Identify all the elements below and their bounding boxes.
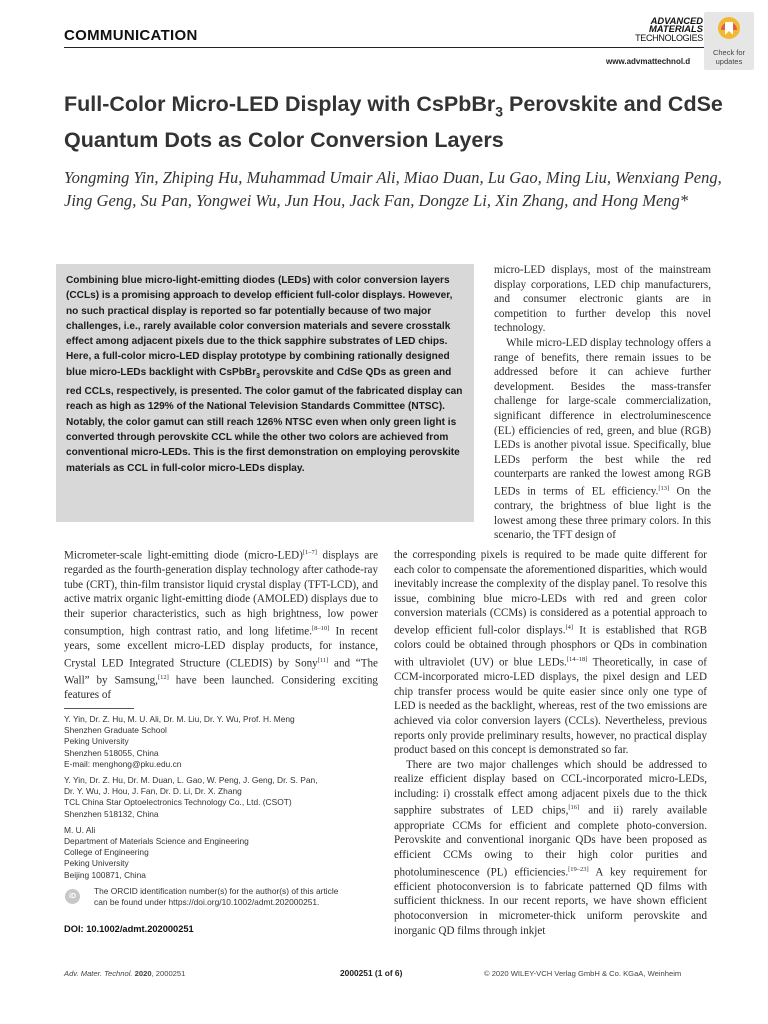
abstract-text: Combining blue micro-light-emitting diodes (LEDs) with color conversion layers (CCLs) is a promising approach to develop efficient full-color displays. However, no such practical display is reported so far potentially because of two major challenges, i.e., rarely available color conversion materials and severe crosstalk effect among adjacent pixels due to the thick sapphire substrates of LED chips. Here, a full-color micro-LED display prototype by combining rationally designed blue micro-LEDs backlight with CsPbBr$_3$ perovskite and CdSe QDs as green and red CCLs, respectively, is presented. The color gamut of the fabricated display can reach as high as 129% of the National Television Standards Committee (NTSC). Notably, the color gamut can still reach 126% NTSC even when only green light is converted through perovskite CCL while the other two colors are achieved from conventional micro-LEDs. This is the first demonstration on employing perovskite materials as CCL in full-color micro-LEDs display. [66,275,463,474]
footer-citation: Adv. Mater. Technol. 2020, 2000251 [64,969,186,978]
journal-logo-line3: TECHNOLOGIES [635,32,703,43]
body-text-right [394,548,707,938]
orcid-icon: iD [65,889,80,904]
author-list: Yongming Yin, Zhiping Hu, Muhammad Umair Ali, Miao Duan, Lu Gao, Ming Liu, Wenxiang Peng, Jing Geng, Su Pan, Yongwei Wu, Jun Hou, Jack Fan, Dongze Li, Xin Zhang, and Hong Meng* [64,168,722,210]
affiliation-block: M. U. Ali Department of Materials Science and Engineering College of Engineering Peking University Beijing 100871, China [64,824,249,880]
citation-link[interactable]: [19–23] [568,865,589,873]
journal-logo-line2: MATERIALS [649,23,703,35]
journal-url[interactable]: www.advmattechnol.d [606,57,691,66]
paragraph: While micro-LED display technology offers a range of benefits, there remain issues to be addressed before it can achieve further development. Besides the mass-transfer challenge for large-scale commercialization, significant difference in electroluminescence (EL) efficiencies of red, green, and blue (RGB) LEDs is another pivotal issue. Specifically, blue LEDs perform the best while the red counterparts are ranked the lowest among RGB LEDs in terms of EL efficiency.[13] On the contrary, the brightness of blue light is the lowest among these three primary colors. In this scenario, the TFT design of [494,336,711,542]
affiliations [64,714,384,908]
badge-label-line1: Check for [712,48,746,57]
badge-label-line2: updates [715,57,743,66]
email-link[interactable]: E-mail: menghong@pku.edu.cn [64,758,182,769]
orcid-note: iD The ORCID identification number(s) for the author(s) of this article can be found under https://doi.org/10.1002/admt.202000251. [64,886,384,908]
body-text-right-top [494,263,711,543]
citation-link[interactable]: [1–7] [302,549,317,556]
orcid-link[interactable]: can be found under https://doi.org/10.1002/admt.202000251. [94,897,320,908]
citation-link[interactable]: [14–18] [566,655,588,663]
citation-link[interactable]: [11] [317,656,329,664]
copyright: © 2020 WILEY-VCH Verlag GmbH & Co. KGaA, Weinheim [484,969,682,978]
affiliation-block: Y. Yin, Dr. Z. Hu, Dr. M. Duan, L. Gao, W. Peng, J. Geng, Dr. S. Pan, Dr. Y. Wu, J. Hou, J. Fan, Dr. D. Li, Dr. X. Zhang TCL China Star Optoelectronics Technology Co., Ltd. (CSOT) Shenzhen 518132, China [64,775,318,819]
citation-link[interactable]: [13] [658,484,670,492]
journal-logo-line1: ADVANCED [650,15,703,26]
paragraph: Micrometer-scale light-emitting diode (micro-LED)[1–7] displays are regarded as the fourth-generation display technology after cathode-ray tube (CRT), thin-film transistor liquid crystal display (TFT-LCD), and active matrix organic light-emitting diode (AMOLED) displays due to their superior characteristics, such as high brightness, low power consumption, high contrast ratio, and long lifetime.[8–10] In recent years, some excellent micro-LED display products, for instance, Crystal LED Integrated Structure (CLEDIS) by Sony[11] and “The Wall” by Samsung,[12] have been launched. Considering exciting features of [64,549,378,702]
citation-link[interactable]: [16] [568,804,580,812]
affiliation-block: Y. Yin, Dr. Z. Hu, M. U. Ali, Dr. M. Liu, Dr. Y. Wu, Prof. H. Meng Shenzhen Graduate School Peking University Shenzhen 518055, China E-mail: menghong@pku.edu.cn [64,714,384,770]
citation-link[interactable]: [12] [157,673,169,681]
abstract-box [56,264,474,522]
journal-logo [631,17,703,42]
check-for-updates-badge[interactable] [704,12,754,70]
paragraph: the corresponding pixels is required to be made quite different for each color to compensate the aforementioned disparities, which would inevitably increase the complexity of the display panel. To resolve this issue, combining blue micro-LEDs with red and green color conversion materials (CCMs) is considered as a potential approach to develop efficient full-color displays.[4] It is established that RGB colors could be obtained through phosphors or QDs in combination with ultraviolet (UV) or blue LEDs.[14–18] Theoretically, in case of CCM-incorporated micro-LED displays, the pixel design and LED chip transfer process would be quite easier since only one type of LED is needed as the backlight, whereas, rest of the two emissions are achieved via color conversion layers (CCLs). Nevertheless, previous reports only provide preliminary results, however, no practical display product based on this concept is demonstrated so far. [394,549,707,757]
body-text-left [64,546,378,703]
page-number: 2000251 (1 of 6) [340,968,403,978]
header-rule [64,47,704,48]
doi-link[interactable]: DOI: 10.1002/admt.202000251 [64,924,194,934]
citation-link[interactable]: [8–10] [312,624,330,632]
paragraph: micro-LED displays, most of the mainstream display corporations, LED chip manufacturers, and consumer electronic giants are in competition to further develop this novel technology. [494,264,711,335]
section-label: COMMUNICATION [64,27,198,44]
footnote-rule [64,708,134,709]
bookmark-icon [717,16,741,46]
paragraph: There are two major challenges which should be addressed to realize efficient display based on CCL-incorporated micro-LEDs, including: i) crosstalk effect among adjacent pixels due to the thick sapphire substrates of LED chips,[16] and ii) rarely available appropriate CCMs for efficient and complete photo-conversion. Perovskite and conventional inorganic QDs have been proposed as efficient CCMs owing to their high color purities and photoluminescence (PL) efficiencies.[19–23] A key requirement for efficient photoconversion is to fabricate patterned QD films with sufficient thickness. In our recent reports, we have shown efficient photoconversion in micrometer-thick uniform perovskite and inorganic QD films through inkjet [394,758,707,937]
citation-link[interactable]: [4] [565,623,574,631]
article-title: Full-Color Micro-LED Display with CsPbBr$_3$ Perovskite and CdSe Quantum Dots as Color Conversion Layers [64,92,723,153]
